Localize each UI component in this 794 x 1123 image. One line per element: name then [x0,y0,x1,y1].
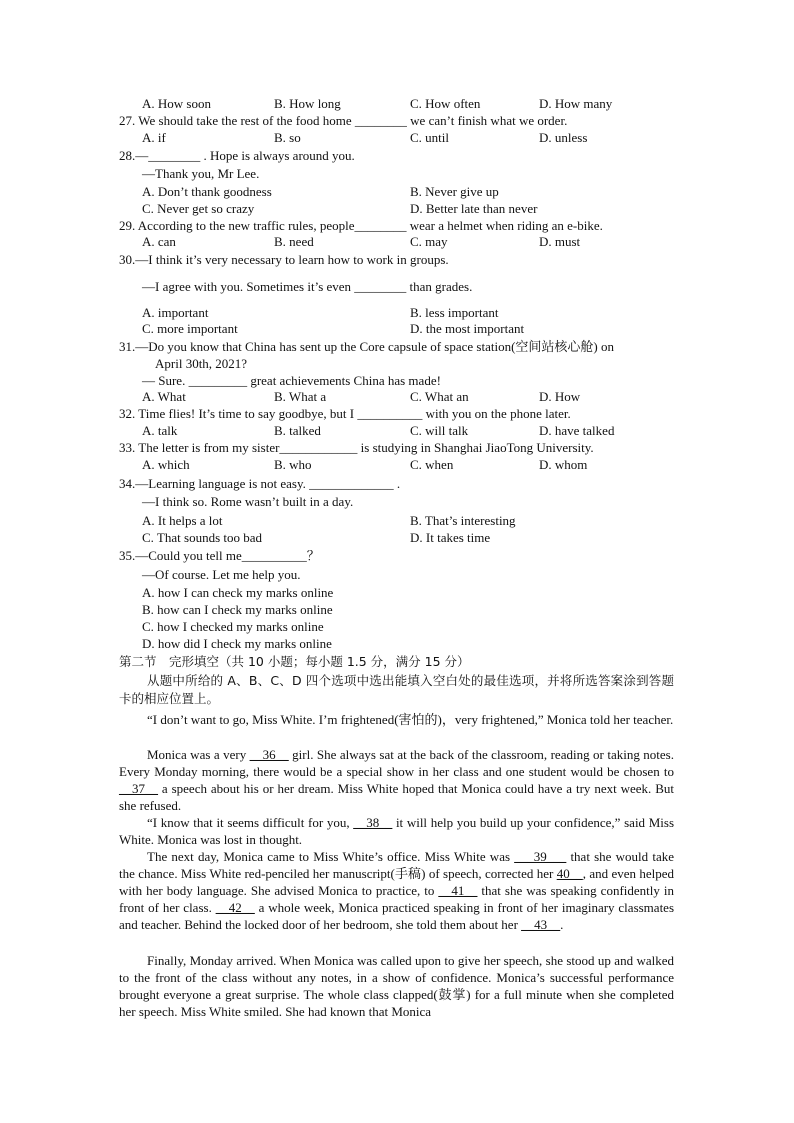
q27-option-d: D. unless [539,130,588,145]
q31-stem: 31.—Do you know that China has sent up the Core capsule of space station(空间站核心舱) on [119,339,614,354]
q27-option-c: C. until [410,130,450,145]
q30-option-b: B. less important [410,305,499,320]
q26-option-b: B. How long [274,96,341,111]
blank-37[interactable]: __37__ [119,781,158,796]
q29-option-c: C. may [410,234,448,249]
blank-43[interactable]: __43__ [521,917,561,932]
q29-option-b: B. need [274,234,314,249]
q31-option-d: D. How [539,389,581,404]
q32-option-a: A. talk [142,423,178,438]
passage-text: , and even helped with her body language. She advised Monica to practice, to [119,866,674,898]
passage-paragraph-3 [119,814,674,848]
passage-text: “I know that it seems difficult for you, [147,815,350,830]
q35-reply: —Of course. Let me help you. [142,567,301,582]
q28-option-b: B. Never give up [410,184,499,199]
blank-39[interactable]: ___39___ [514,849,567,864]
q32-option-c: C. will talk [410,423,469,438]
q35-option-d: D. how did I check my marks online [142,636,332,651]
q33-option-c: C. when [410,457,454,472]
q28-stem: 28.—________ . Hope is always around you. [119,148,355,163]
q26-option-a: A. How soon [142,96,211,111]
passage-text: a whole week, Monica practiced speaking in front of her imaginary classmates and teacher. Behind the locked door of her bedroom, she told them about her [119,900,675,932]
q31-option-c: C. What an [410,389,469,404]
blank-36[interactable]: __36__ [249,747,289,762]
passage-paragraph-2 [119,746,674,814]
q34-option-d: D. It takes time [410,530,491,545]
q30-reply: —I agree with you. Sometimes it’s even ________ than grades. [142,279,473,294]
q28-option-c: C. Never get so crazy [142,201,255,216]
passage-text: girl. She always sat at the back of the classroom, reading or taking notes. Every Monday morning, there would be a special show in her class and one student would be chosen to [119,747,674,779]
section-heading: 第二节 完形填空（共 10 小题；每小题 1.5 分，满分 15 分） [119,654,470,669]
q29-option-a: A. can [142,234,176,249]
blank-38[interactable]: __38__ [353,815,393,830]
q34-stem: 34.—Learning language is not easy. _____________ . [119,476,401,491]
passage-paragraph-5: Finally, Monday arrived. When Monica was called upon to give her speech, she stood up and walked to the front of the class without any notes, in a show of confidence. Monica’s successful performance brought everyone a great surprise. The whole class clapped(鼓掌) for a full minute when she completed her speech. Miss White smiled. She had known that Monica [119,953,674,1019]
q27-option-a: A. if [142,130,166,145]
q28-option-d: D. Better late than never [410,201,538,216]
q32-stem: 32. Time flies! It’s time to say goodbye, but I __________ with you on the phone later. [119,406,571,421]
q35-option-b: B. how can I check my marks online [142,602,333,617]
q28-reply: —Thank you, Mr Lee. [142,166,260,181]
q30-stem: 30.—I think it’s very necessary to learn how to work in groups. [119,252,449,267]
q31-option-b: B. What a [274,389,327,404]
q27-option-b: B. so [274,130,301,145]
q33-option-b: B. who [274,457,312,472]
blank-40[interactable]: 40__ [556,866,583,881]
q34-option-c: C. That sounds too bad [142,530,263,545]
blank-41[interactable]: __41__ [438,883,478,898]
passage-text: that she was speaking confidently in front of her class. [119,883,674,915]
passage-paragraph-1: “I don’t want to go, Miss White. I’m frightened(害怕的)，very frightened,” Monica told her teacher. [147,712,674,727]
q29-stem: 29. According to the new traffic rules, people________ wear a helmet when riding an e-bike. [119,218,603,233]
q34-option-b: B. That’s interesting [410,513,516,528]
q27-stem: 27. We should take the rest of the food home ________ we can’t finish what we order. [119,113,568,128]
passage-text: it will help you build up your confidence,” said Miss White. Monica was lost in thought. [119,815,674,847]
q33-stem: 33. The letter is from my sister____________ is studying in Shanghai JiaoTong University. [119,440,594,455]
passage-text: a speech about his or her dream. Miss White hoped that Monica could have a try next week. But she refused. [119,781,675,813]
q26-option-d: D. How many [539,96,613,111]
q29-option-d: D. must [539,234,581,249]
q28-option-a: A. Don’t thank goodness [142,184,272,199]
q30-option-d: D. the most important [410,321,525,336]
q35-stem: 35.—Could you tell me__________？ [119,548,320,563]
q32-option-d: D. have talked [539,423,615,438]
q33-option-a: A. which [142,457,190,472]
passage-text: Monica was a very [147,747,247,762]
passage-text: that she would take the chance. Miss White red-penciled her manuscript(手稿) of speech, corrected her [119,849,675,881]
q33-option-d: D. whom [539,457,588,472]
q34-option-a: A. It helps a lot [142,513,223,528]
blank-42[interactable]: __42__ [215,900,255,915]
q35-option-c: C. how I checked my marks online [142,619,324,634]
passage-paragraph-4 [119,848,674,933]
q35-option-a: A. how I can check my marks online [142,585,334,600]
q34-reply: —I think so. Rome wasn’t built in a day. [142,494,354,509]
q31-stem-continued: April 30th, 2021? [155,356,248,371]
q30-option-a: A. important [142,305,209,320]
q31-reply: — Sure. _________ great achievements China has made! [142,373,441,388]
passage-text: . [560,917,564,932]
q26-option-c: C. How often [410,96,481,111]
q32-option-b: B. talked [274,423,321,438]
section-instruction: 从题中所给的 A、B、C、D 四个选项中选出能填入空白处的最佳选项，并将所选答案涂到答题卡的相应位置上。 [119,673,674,706]
passage-text: The next day, Monica came to Miss White’s office. Miss White was [147,849,511,864]
q30-option-c: C. more important [142,321,238,336]
q31-option-a: A. What [142,389,186,404]
